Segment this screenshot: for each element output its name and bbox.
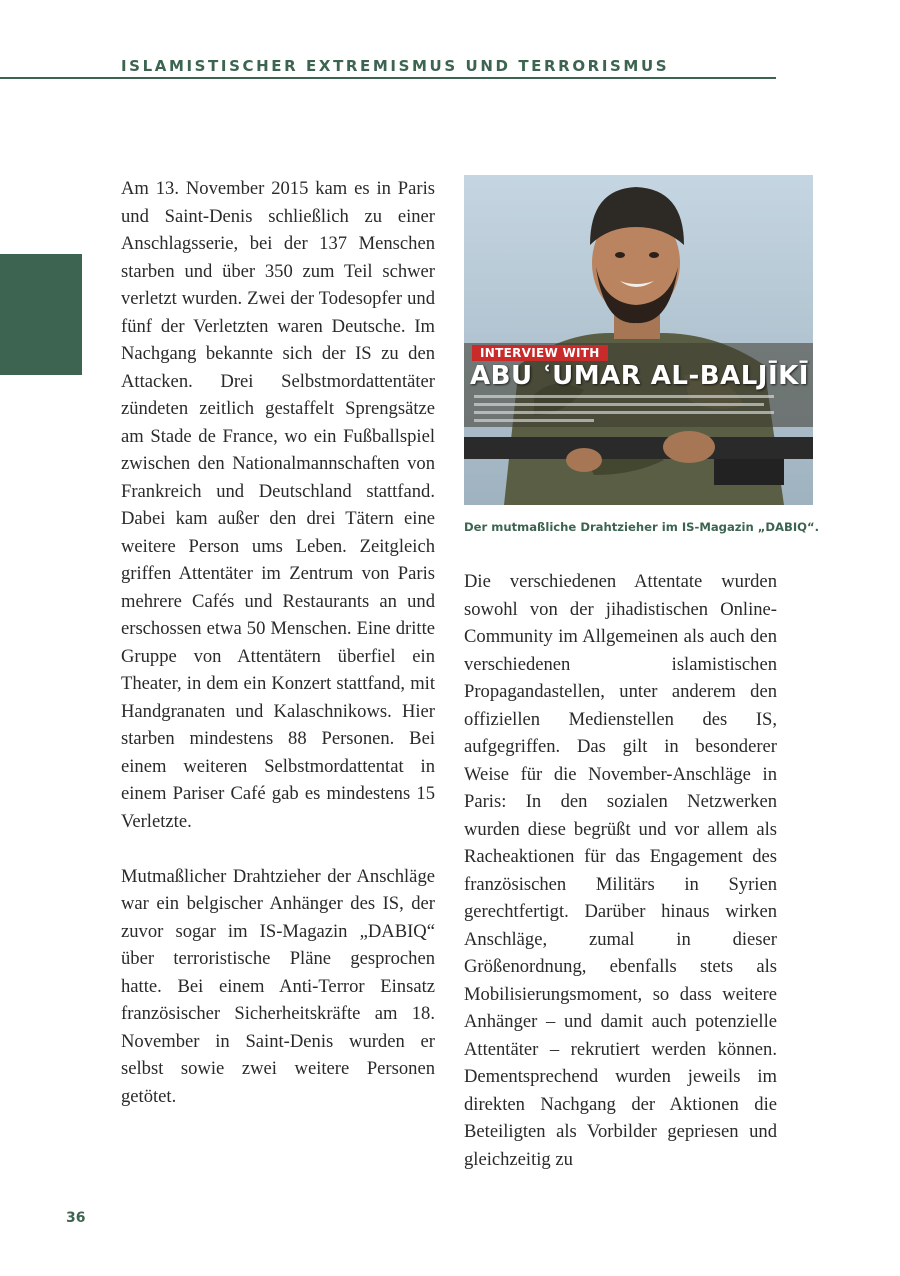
right-column	[464, 568, 777, 1173]
left-column	[121, 175, 435, 1110]
page-number: 36	[66, 1210, 86, 1226]
chapter-tab-marker	[0, 254, 82, 375]
running-header: ISLAMISTISCHER EXTREMISMUS UND TERRORISMUS	[121, 57, 670, 75]
left-paragraph-2: Mutmaßlicher Drahtzieher der Anschläge war ein belgischer Anhänger des IS, der zuvor sogar im IS-Magazin „DABIQ“ über terroristische Pläne gesprochen hatte. Bei einem Anti-Terror Einsatz französischer Sicherheitskräfte am 18. November in Saint-Denis wurden er selbst sowie zwei weitere Personen getötet.	[121, 865, 435, 1107]
figure-caption: Der mutmaßliche Drahtzieher im IS-Magazin „DABIQ“.	[464, 520, 820, 534]
overlay-name-title: ABU ʿUMAR AL-BALJĪKĪ	[470, 361, 809, 391]
header-rule	[0, 77, 776, 79]
right-paragraph-1: Die verschiedenen Attentate wurden sowohl von der jihadistischen Online-Community im Allgemeinen als auch den verschiedenen islamistischen Propagandastellen, unter anderem den offiziellen Medienstellen des IS, aufgegriffen. Das gilt in besonderer Weise für die November-Anschläge in Paris: In den sozialen Netzwerken wurden diese begrüßt und vor allem als Racheaktionen für das Engagement des französischen Militärs in Syrien gerechtfertigt. Darüber hinaus wirken Anschläge, zumal in dieser Größenordnung, ebenfalls stets als Mobilisierungsmoment, so dass weitere Anhänger – und damit auch potenzielle Attentäter – rekrutiert werden können. Dementsprechend wurden jeweils im direkten Nachgang der Aktionen die Beteiligten als Vorbilder gepriesen und gleichzeitig zu	[464, 571, 777, 1170]
magazine-photo	[464, 175, 813, 505]
portrait-illustration	[464, 175, 813, 505]
left-paragraph-1: Am 13. November 2015 kam es in Paris und Saint-Denis schließlich zu einer Anschlagsserie, bei der 137 Menschen starben und über 350 zum Teil schwer verletzt wurden. Zwei der Todesopfer und fünf der Verletzten waren Deutsche. Im Nachgang bekannte sich der IS zu den Attacken. Drei Selbstmordattentäter zündeten zeitlich gestaffelt Sprengsätze am Stade de France, wo ein Fußballspiel zwischen den Nationalmannschaften von Frankreich und Deutschland stattfand. Dabei kam außer den drei Tätern eine weitere Person ums Leben. Zeitgleich griffen Attentäter im Zentrum von Paris mehrere Cafés und Restaurants an und erschossen etwa 50 Menschen. Eine dritte Gruppe von Attentätern überfiel ein Theater, in dem ein Konzert stattfand, mit Handgranaten und Kalaschnikows. Hier starben mindestens 88 Personen. Bei einem weiteren Selbstmordattentat in einem Pariser Café gab es mindestens 15 Verletzte.	[121, 178, 435, 832]
overlay-interview-label: INTERVIEW WITH	[472, 345, 608, 361]
